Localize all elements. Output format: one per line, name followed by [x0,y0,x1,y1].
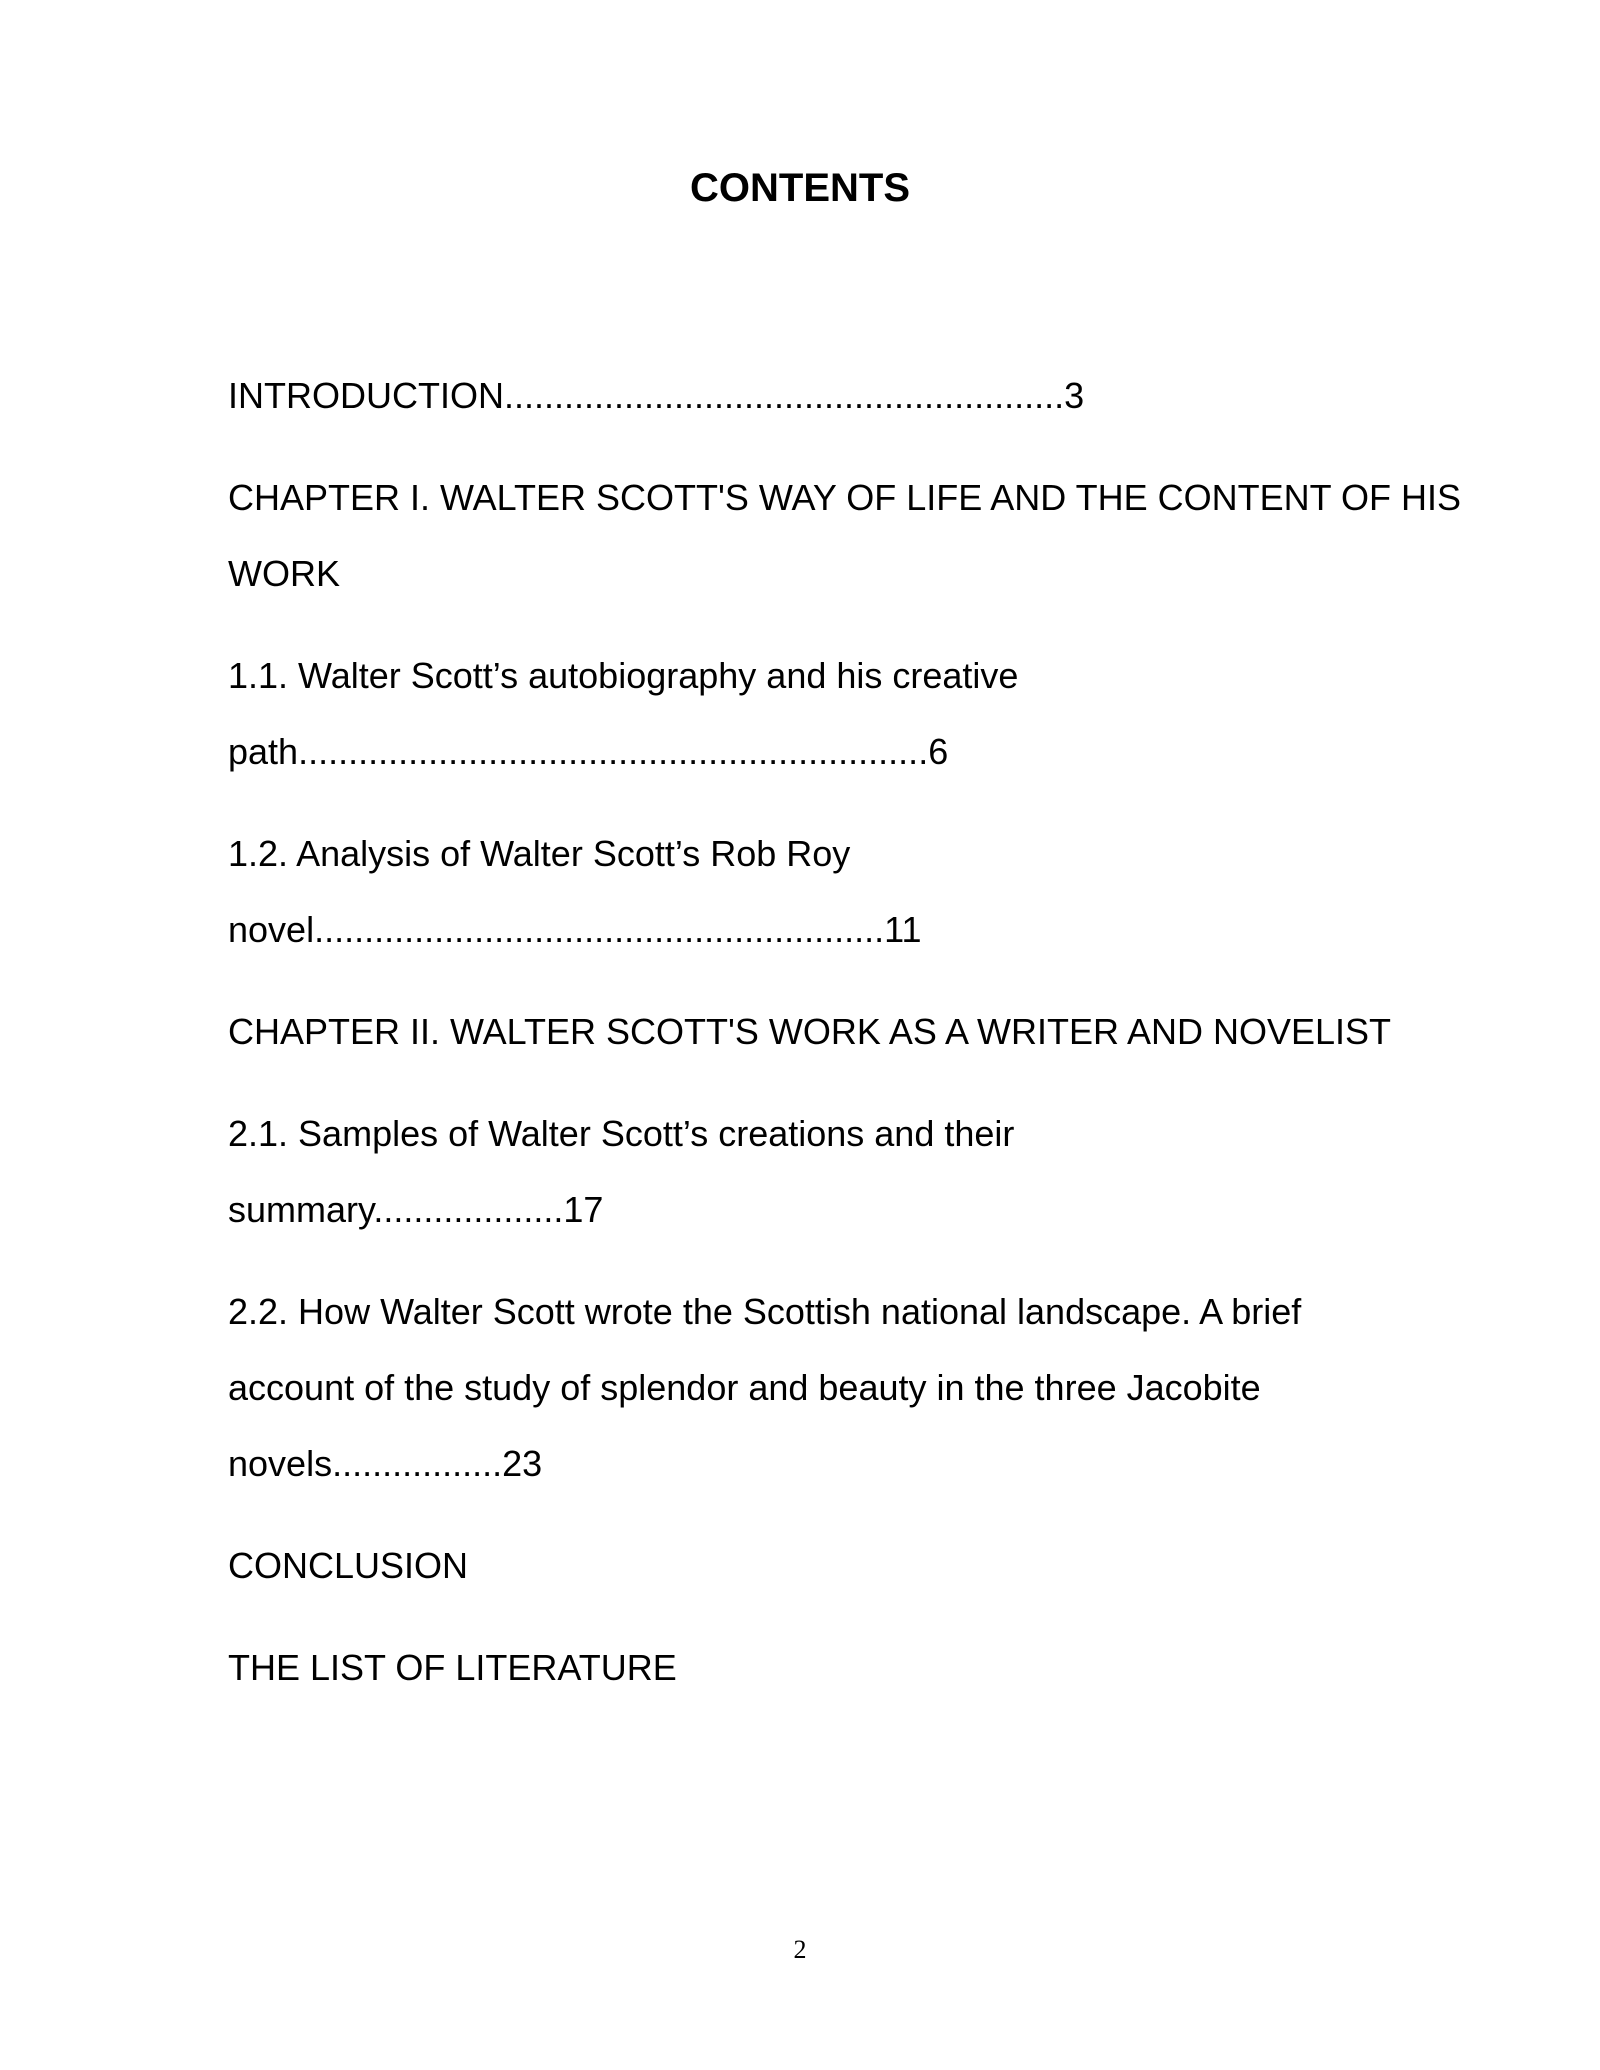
toc-line: CHAPTER II. WALTER SCOTT'S WORK AS A WRITER AND NOVELIST [228,1011,1392,1052]
toc-line: 2.1. Samples of Walter Scott’s creations and their [228,1113,1015,1154]
toc-entry-2-2 [228,1274,1428,1502]
page-number: 2 [793,1935,807,1964]
toc-line: account of the study of splendor and beauty in the three Jacobite [228,1367,1261,1408]
toc-line: CHAPTER I. WALTER SCOTT'S WAY OF LIFE AND THE CONTENT OF HIS [228,477,1461,518]
toc-line: WORK [228,553,340,594]
toc-line: path...............................................................6 [228,731,949,772]
toc-entry-conclusion [228,1528,1428,1604]
toc-line: 1.1. Walter Scott’s autobiography and his creative [228,655,1019,696]
toc-line: novel.........................................................11 [228,909,922,950]
toc-line: summary...................17 [228,1189,604,1230]
toc-entry-1-1 [228,638,1428,790]
toc-entry-chapter-2 [228,994,1428,1070]
toc-line: CONCLUSION [228,1545,469,1586]
toc-line: INTRODUCTION........................................................3 [228,375,1085,416]
toc-entry-chapter-1 [228,460,1461,612]
toc-entry-introduction [228,358,1428,434]
toc-entry-2-1 [228,1096,1428,1248]
page-title: CONTENTS [690,166,910,210]
table-of-contents [228,358,1461,1732]
toc-line: 2.2. How Walter Scott wrote the Scottish national landscape. A brief [228,1291,1302,1332]
toc-entry-1-2 [228,816,1428,968]
toc-line: novels.................23 [228,1443,543,1484]
toc-line: 1.2. Analysis of Walter Scott’s Rob Roy [228,833,851,874]
toc-line: THE LIST OF LITERATURE [228,1647,677,1688]
toc-entry-literature [228,1630,1428,1706]
